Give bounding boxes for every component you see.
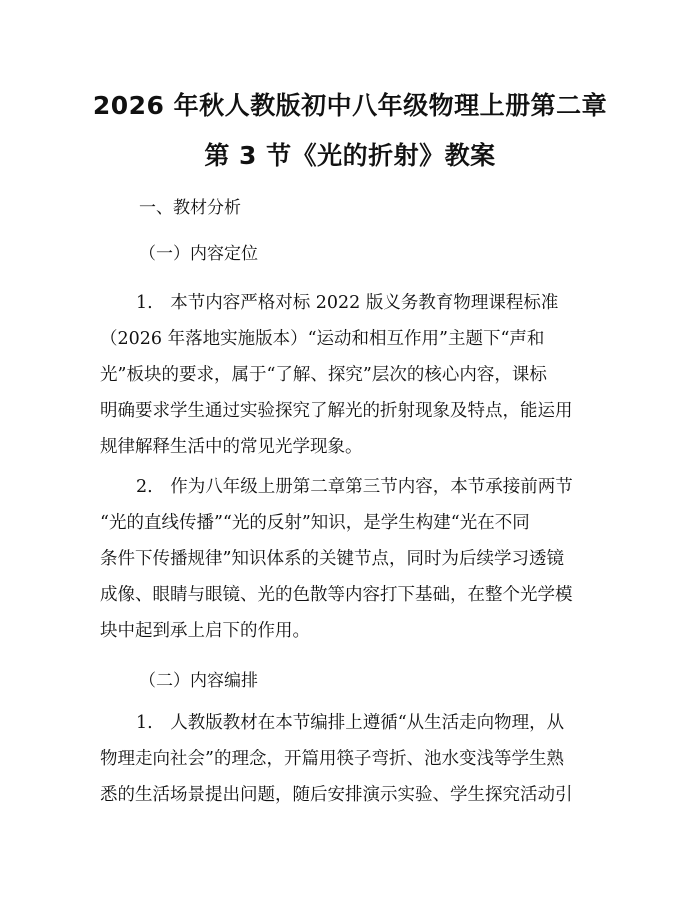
document-title-line-1: 2026 年秋人教版初中八年级物理上册第二章	[92, 91, 608, 120]
subsection-heading-content-arrangement: （二）内容编排	[139, 671, 258, 691]
paragraph-1	[100, 285, 600, 465]
paragraph-line: “光的直线传播”“光的反射”知识，是学生构建“光在不同	[100, 513, 530, 533]
paragraph-line: 块中起到承上启下的作用。	[100, 621, 310, 641]
paragraph-line: 规律解释生活中的常见光学现象。	[100, 437, 363, 457]
paragraph-line: 光”板块的要求，属于“了解、探究”层次的核心内容，课标	[100, 365, 547, 385]
paragraph-3	[100, 705, 600, 813]
paragraph-line: （2026 年落地实施版本）“运动和相互作用”主题下“声和	[100, 329, 545, 349]
paragraph-line: 条件下传播规律”知识体系的关键节点，同时为后续学习透镜	[100, 549, 564, 569]
section-heading-textbook-analysis: 一、教材分析	[139, 198, 241, 218]
paragraph-line: 2. 作为八年级上册第二章第三节内容，本节承接前两节	[136, 477, 573, 497]
paragraph-line: 1. 本节内容严格对标 2022 版义务教育物理课程标准	[136, 293, 559, 313]
paragraph-line: 悉的生活场景提出问题，随后安排演示实验、学生探究活动引	[100, 785, 573, 805]
subsection-heading-content-position: （一）内容定位	[139, 244, 258, 264]
paragraph-line: 明确要求学生通过实验探究了解光的折射现象及特点，能运用	[100, 401, 573, 421]
paragraph-line: 1. 人教版教材在本节编排上遵循“从生活走向物理，从	[136, 713, 565, 733]
document-title-line-2: 第 3 节《光的折射》教案	[204, 141, 496, 170]
paragraph-line: 成像、眼睛与眼镜、光的色散等内容打下基础，在整个光学模	[100, 585, 573, 605]
paragraph-2	[100, 469, 600, 649]
paragraph-line: 物理走向社会”的理念，开篇用筷子弯折、池水变浅等学生熟	[100, 749, 564, 769]
